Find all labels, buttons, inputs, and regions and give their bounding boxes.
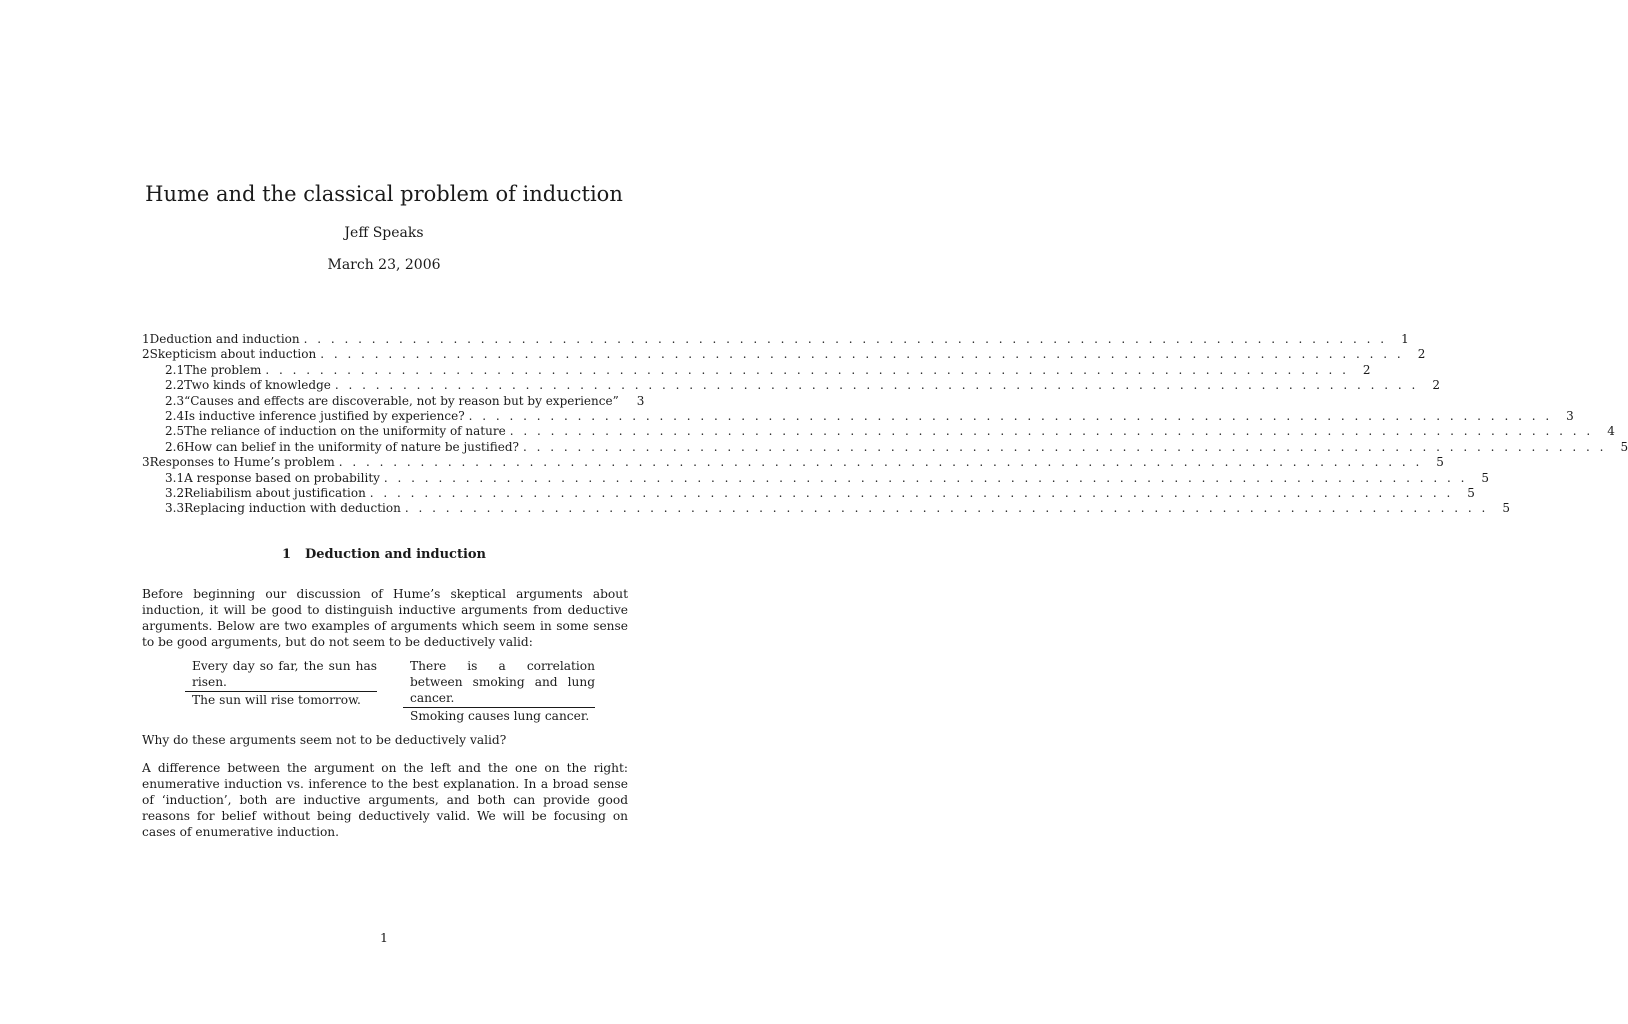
toc-leader-dots: . . . . . . . . . . . . . . . . . . . . . . . . . . . . . . . . . . . . . . . . . . . . . . . . . . . . . . . . . . . . . . . . . . . . . . . . . . . . . . . . (265, 362, 1349, 377)
toc-leader-dots: . . . . . . . . . . . . . . . . . . . . . . . . . . . . . . . . . . . . . . . . . . . . . . . . . . . . . . . . . . . . . . . . . . . . . . . . . . . . . . . . (334, 378, 1419, 393)
toc-entry-page: 2 (1432, 378, 1440, 393)
toc-entry (142, 332, 1409, 347)
toc-entry-number: 3.2 (165, 485, 185, 500)
toc-leader-dots: . . . . . . . . . . . . . . . . . . . . . . . . . . . . . . . . . . . . . . . . . . . . . . . . . . . . . . . . . . . . . . . . . . . . . . . . . . . . . . . . (509, 424, 1594, 439)
toc-entry-title: Deduction and induction (149, 332, 300, 346)
toc-entry-number: 1 (142, 332, 150, 346)
toc-entry (142, 378, 1440, 393)
toc-entry (142, 501, 1510, 516)
toc-entry (142, 439, 1628, 455)
toc-entry-title: Reliabilism about justification (184, 485, 366, 500)
toc-entry-number: 2.2 (165, 378, 185, 393)
toc-entry-page: 2 (1417, 347, 1426, 362)
toc-entry (142, 393, 645, 409)
toc-entry (142, 455, 1444, 470)
toc-leader-dots: . . . . . . . . . . . . . . . . . . . . . . . . . . . . . . . . . . . . . . . . . . . . . . . . . . . . . . . . . . . . . . . . . . . . . . . . . . . . . . . . (303, 332, 1388, 346)
argument-conclusion: The sun will rise tomorrow. (192, 693, 361, 707)
argument-conclusion: Smoking causes lung cancer. (410, 709, 590, 723)
toc-leader-dots: . . . . . . . . . . . . . . . . . . . . . . . . . . . . . . . . . . . . . . . . . . . . . . . . . . . . . . . . . . . . . . . . . . . . . . . . . . . . . . . . (468, 408, 1553, 423)
toc-entry-number: 3 (142, 455, 150, 470)
toc-entry-title: “Causes and effects are discoverable, not by reason but by experience” (184, 393, 619, 408)
toc-leader-dots: . . . . . . . . . . . . . . . . . . . . . . . . . . . . . . . . . . . . . . . . . . . . . . . . . . . . . . . . . . . . . . . . . . . . . . . . . . . . . . . . (383, 470, 1468, 485)
section-title: Deduction and induction (305, 547, 487, 562)
toc-entry (142, 470, 1490, 486)
toc-entry-number: 2 (142, 347, 150, 362)
toc-entry-title: Replacing induction with deduction (184, 501, 401, 516)
toc-entry-page: 2 (1362, 362, 1371, 377)
toc-leader-dots: . . . . . . . . . . . . . . . . . . . . . . . . . . . . . . . . . . . . . . . . . . . . . . . . . . . . . . . . . . . . . . . . . . . . . . . . . . . . . . . . (404, 501, 1489, 516)
section-number: 1 (281, 547, 292, 562)
toc-entry-page: 5 (1502, 501, 1510, 516)
toc-leader-dots: . . . . . . . . . . . . . . . . . . . . . . . . . . . . . . . . . . . . . . . . . . . . . . . . . . . . . . . . . . . . . . . . . . . . . . . . . . . . . . . . (338, 455, 1423, 470)
toc-entry-page: 4 (1607, 424, 1615, 439)
toc-entry-title: Responses to Hume’s problem (149, 455, 335, 470)
toc-entry-number: 2.4 (165, 408, 185, 423)
toc-entry-title: How can belief in the uniformity of nature be justified? (184, 439, 519, 454)
toc-entry-title: Two kinds of knowledge (184, 378, 331, 393)
toc-entry-title: The reliance of induction on the uniformity of nature (184, 424, 506, 439)
toc-entry-page: 1 (1401, 332, 1409, 346)
toc-entry (142, 485, 1475, 501)
toc-entry (142, 347, 1426, 362)
intro-paragraph: Before beginning our discussion of Hume’s skeptical arguments about induction, it will be good to distinguish inductive arguments from deductive arguments. Below are two examples of arguments which seem in some sense to be good arguments, but do not seem to be deductively valid: (142, 587, 628, 649)
difference-paragraph: A difference between the argument on the left and the one on the right: enumerative induction vs. inference to the best explanation. In a broad sense of ‘induction’, both are inductive arguments, and both can provide good reasons for belief without being deductively valid. We will be focusing on cases of enumerative induction. (142, 761, 628, 839)
toc-entry (142, 408, 1574, 424)
toc-leader-dots: . . . . . . . . . . . . . . . . . . . . . . . . . . . . . . . . . . . . . . . . . . . . . . . . . . . . . . . . . . . . . . . . . . . . . . . . . . . . . . . . (369, 485, 1454, 500)
page-number: 1 (380, 930, 388, 945)
toc-entry-number: 2.3 (165, 393, 185, 408)
toc-entry-title: Skepticism about induction (149, 347, 317, 362)
toc-entry-number: 3.1 (165, 470, 185, 485)
argument-right (403, 658, 595, 724)
toc-entry-page: 5 (1481, 470, 1490, 485)
toc-entry-title: Is inductive inference justified by experience? (184, 408, 465, 423)
author-name: Jeff Speaks (344, 225, 424, 241)
paper-date: March 23, 2006 (327, 257, 441, 273)
toc-entry-number: 2.5 (165, 424, 185, 439)
toc-entry-page: 3 (1566, 408, 1574, 423)
question-paragraph: Why do these arguments seem not to be deductively valid? (142, 733, 507, 747)
toc-entry-page: 3 (636, 393, 645, 408)
section-heading (0, 546, 768, 564)
toc-entry-number: 2.1 (165, 362, 185, 377)
toc-entry (142, 424, 1615, 439)
paper-title: Hume and the classical problem of induction (145, 182, 623, 206)
toc-entry-number: 2.6 (165, 439, 185, 454)
toc-entry-page: 5 (1467, 485, 1475, 500)
argument-left (185, 658, 377, 708)
toc-entry (142, 362, 1371, 378)
toc-entry-title: The problem (184, 362, 262, 377)
toc-entry-title: A response based on probability (184, 470, 380, 485)
table-of-contents (142, 332, 1628, 517)
argument-premise: There is a correlation between smoking and lung cancer. (410, 659, 595, 705)
toc-entry-page: 5 (1620, 439, 1628, 454)
toc-entry-page: 5 (1436, 455, 1444, 470)
argument-premise: Every day so far, the sun has risen. (192, 659, 377, 689)
toc-leader-dots: . . . . . . . . . . . . . . . . . . . . . . . . . . . . . . . . . . . . . . . . . . . . . . . . . . . . . . . . . . . . . . . . . . . . . . . . . . . . . . . . (522, 439, 1607, 454)
toc-leader-dots: . . . . . . . . . . . . . . . . . . . . . . . . . . . . . . . . . . . . . . . . . . . . . . . . . . . . . . . . . . . . . . . . . . . . . . . . . . . . . . . . (320, 347, 1404, 362)
toc-entry-number: 3.3 (165, 501, 185, 516)
